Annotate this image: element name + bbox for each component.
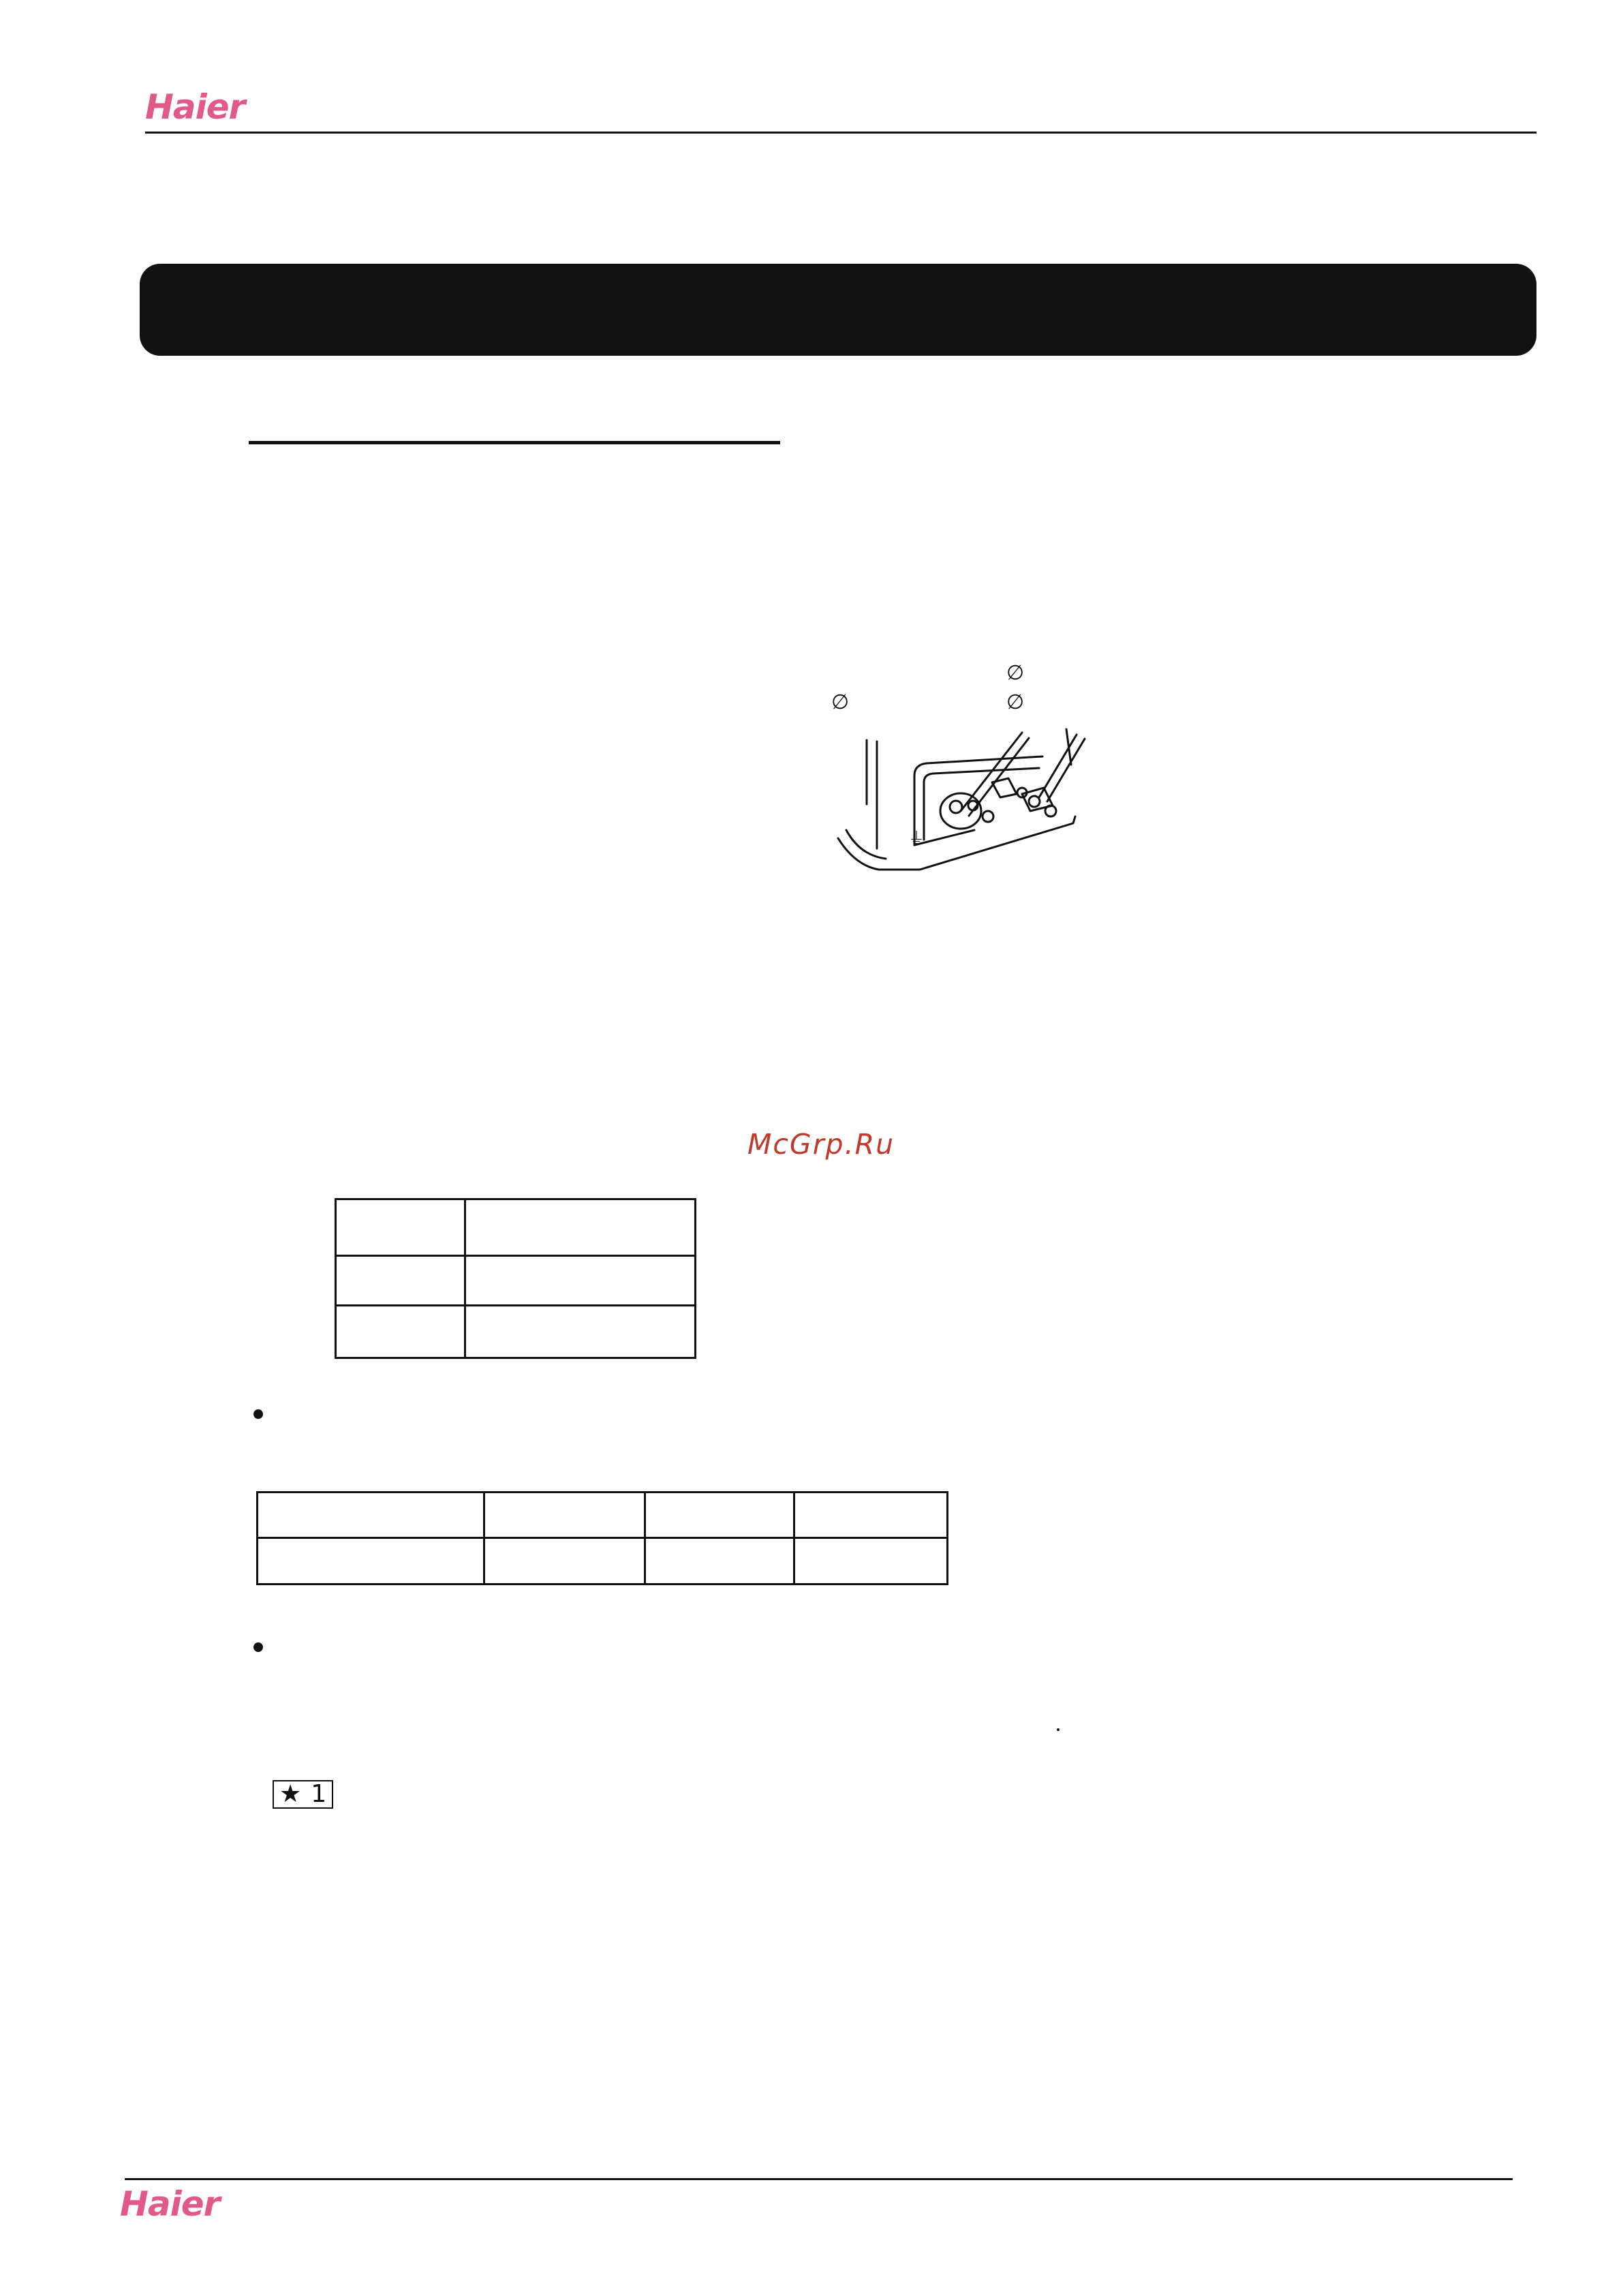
table-cell <box>258 1493 484 1538</box>
table-cell <box>484 1493 645 1538</box>
table-cell <box>794 1493 948 1538</box>
diameter-label-left: ∅ <box>831 690 850 714</box>
wiring-diagram <box>818 661 1104 900</box>
spec-table-2 <box>256 1491 948 1585</box>
heading-underline <box>249 441 780 444</box>
table-cell <box>465 1199 696 1256</box>
table-row <box>336 1199 696 1256</box>
table-cell <box>336 1199 465 1256</box>
diameter-label-top: ∅ <box>1006 661 1025 685</box>
star-icon: ★ <box>279 1780 302 1808</box>
table-cell <box>645 1493 794 1538</box>
diameter-label-middle: ∅ <box>1006 690 1025 714</box>
bullet-marker <box>253 1409 263 1419</box>
footer-rule <box>125 2178 1513 2180</box>
table-row <box>336 1256 696 1306</box>
section-banner <box>140 264 1536 356</box>
header-logo: Haier <box>145 87 245 127</box>
earth-icon: ⏚ <box>908 829 925 848</box>
star-note-marker <box>273 1780 333 1809</box>
table-cell <box>484 1538 645 1585</box>
terminal-block-drawing <box>818 661 1104 900</box>
table-cell <box>465 1256 696 1306</box>
footer-logo: Haier <box>120 2184 220 2224</box>
table-cell <box>465 1306 696 1358</box>
table-cell <box>645 1538 794 1585</box>
bullet-marker <box>253 1642 263 1652</box>
header-rule <box>145 132 1536 134</box>
table-row <box>258 1493 948 1538</box>
watermark-text: McGrp.Ru <box>747 1128 895 1161</box>
table-cell <box>794 1538 948 1585</box>
table-cell <box>336 1256 465 1306</box>
table-row <box>258 1538 948 1585</box>
table-cell <box>336 1306 465 1358</box>
table-row <box>336 1306 696 1358</box>
table-cell <box>258 1538 484 1585</box>
stray-dot <box>1057 1728 1060 1731</box>
spec-table-1 <box>335 1198 696 1359</box>
star-note-number: 1 <box>311 1780 327 1808</box>
